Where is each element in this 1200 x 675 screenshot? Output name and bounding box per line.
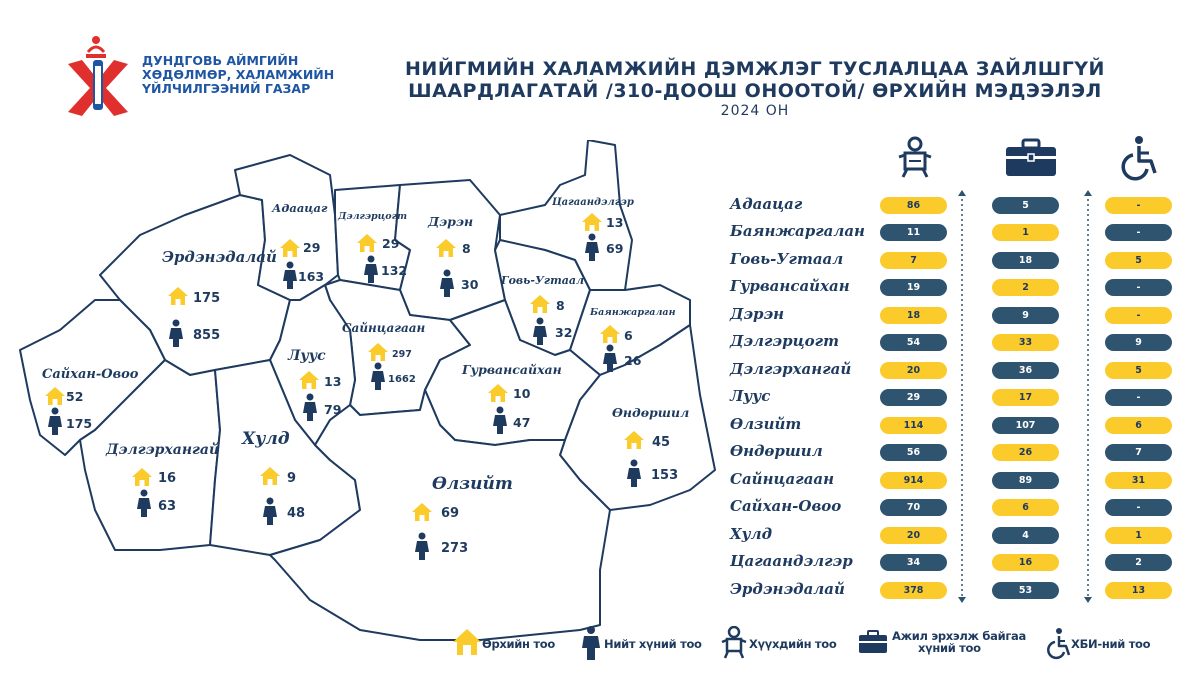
briefcase-icon [1003,138,1059,178]
disabled-count: - [1105,389,1172,406]
title-line-1: НИЙГМИЙН ХАЛАМЖИЙН ДЭМЖЛЭГ ТУСЛАЛЦАА ЗАЙЛШГҮЙ [405,58,1105,80]
disabled-count: 5 [1105,252,1172,269]
row-region-name: Өлзийт [730,415,802,433]
map-region-name: Дэлгэрхангай [106,442,220,458]
disabled-count: - [1105,279,1172,296]
map-people: 855 [193,328,221,343]
logo-line-1: ДУНДГОВЬ АЙМГИЙН [142,53,299,68]
disabled-count: 6 [1105,417,1172,434]
wheelchair-icon [1115,135,1161,181]
row-region-name: Дэлгэрцогт [730,332,839,350]
children-count: 11 [880,224,947,241]
row-region-name: Сайхан-Овоо [730,497,842,515]
map-households: 13 [324,374,342,389]
legend-people [582,626,722,660]
map-region-name: Эрдэнэдалай [162,248,277,266]
map-households: 10 [513,386,531,401]
logo-line-3: ҮЙЛЧИЛГЭЭНИЙ ГАЗАР [142,81,311,96]
legend-employed-label-2: хүний тоо [918,641,981,655]
children-count: 29 [880,389,947,406]
logo-line-2: ХӨДӨЛМӨР, ХАЛАМЖИЙН [142,67,335,82]
title-line-2: ШААРДЛАГАТАЙ /310-ДООШ ОНООТОЙ/ ӨРХИЙН МЭДЭЭЛЭЛ [408,80,1102,102]
map-people: 163 [298,269,325,284]
employed-count: 33 [992,334,1059,351]
person-icon [582,626,600,660]
map-households: 175 [193,291,221,306]
disabled-count: 9 [1105,334,1172,351]
employed-count: 5 [992,197,1059,214]
row-region-name: Өндөршил [730,442,823,460]
legend-disabled-label: ХБИ-ний тоо [1071,637,1151,651]
row-region-name: Хулд [730,525,773,543]
map-households: 6 [624,328,633,343]
map-people: 32 [555,325,573,340]
wheelchair-icon [1045,628,1071,660]
disabled-count: 31 [1105,472,1172,489]
children-count: 86 [880,197,947,214]
legend-households-label: Өрхийн тоо [482,637,555,651]
map-region-name: Сайхан-Овоо [42,367,139,382]
row-region-name: Адаацаг [730,195,803,213]
children-count: 20 [880,527,947,544]
row-region-name: Цагаандэлгэр [730,552,853,570]
map-households: 13 [606,215,624,230]
employed-count: 9 [992,307,1059,324]
map-households: 45 [652,435,671,450]
children-count: 56 [880,444,947,461]
map-people: 1662 [388,374,416,385]
disabled-count: 13 [1105,582,1172,599]
child-icon [895,135,935,181]
children-count: 20 [880,362,947,379]
organization-logo [60,30,335,120]
map-households: 16 [158,471,177,486]
children-count: 7 [880,252,947,269]
employed-count: 1 [992,224,1059,241]
map-households: 297 [392,349,412,360]
map-region-name: Сайнцагаан [342,321,426,335]
map-households: 29 [382,236,400,251]
employed-count: 2 [992,279,1059,296]
disabled-count: - [1105,499,1172,516]
disabled-count: 5 [1105,362,1172,379]
map-region-name: Дэрэн [428,214,474,229]
employed-count: 53 [992,582,1059,599]
map-region-name: Цагаандэлгэр [552,197,634,208]
map-people: 153 [651,468,679,483]
map-region-name: Говь-Угтаал [501,274,585,287]
page-title [380,58,1130,102]
legend-children [721,626,851,660]
map-households: 69 [441,506,460,521]
disabled-count: 1 [1105,527,1172,544]
employed-count: 4 [992,527,1059,544]
employed-count: 89 [992,472,1059,489]
children-count: 54 [880,334,947,351]
employed-count: 17 [992,389,1059,406]
employed-count: 16 [992,554,1059,571]
map-people: 26 [624,353,642,368]
house-icon [452,628,482,656]
map-region-name: Гурвансайхан [462,362,562,377]
map-households: 8 [462,241,471,256]
map-people: 47 [513,415,531,430]
map-households: 52 [66,389,84,404]
legend-disabled [1045,626,1165,660]
column-divider-1 [955,188,969,606]
map-region-name: Луус [288,348,326,364]
map-region-name: Өлзийт [432,474,513,494]
children-count: 914 [880,472,947,489]
map-people: 69 [606,241,624,256]
row-region-name: Гурвансайхан [730,277,850,295]
map-region-name: Өндөршил [612,405,690,420]
map-people: 132 [381,263,408,278]
report-year: 2024 ОН [720,103,790,119]
column-divider-2 [1081,188,1095,606]
legend-employed-label-1: Ажил эрхэлж байгаа [892,629,1026,643]
row-region-name: Эрдэнэдалай [730,580,845,598]
row-region-name: Дэрэн [730,305,785,323]
map-households: 9 [287,471,297,486]
legend-people-label: Нийт хүний тоо [604,637,702,651]
children-count: 34 [880,554,947,571]
map-people: 30 [461,277,479,292]
row-region-name: Говь-Угтаал [730,250,844,268]
map-region-name: Хулд [242,429,290,449]
map-region-name: Баянжаргалан [590,307,676,318]
map-households: 8 [556,298,565,313]
legend-employed [858,626,1038,660]
employed-count: 107 [992,417,1059,434]
employed-count: 18 [992,252,1059,269]
row-region-name: Луус [730,387,771,405]
employed-count: 6 [992,499,1059,516]
row-region-name: Дэлгэрхангай [730,360,852,378]
map-people: 48 [287,506,306,521]
employed-count: 36 [992,362,1059,379]
children-count: 19 [880,279,947,296]
children-count: 378 [880,582,947,599]
map-people: 175 [66,416,93,431]
logo-emblem [60,30,144,120]
map-people: 63 [158,499,177,514]
briefcase-icon [858,630,888,654]
children-count: 70 [880,499,947,516]
legend-children-label: Хүүхдийн тоо [749,637,837,651]
disabled-count: - [1105,224,1172,241]
children-count: 114 [880,417,947,434]
disabled-count: - [1105,197,1172,214]
children-count: 18 [880,307,947,324]
employed-count: 26 [992,444,1059,461]
disabled-count: - [1105,307,1172,324]
map-region-name: Адаацаг [272,201,328,215]
logo-text [142,54,342,96]
legend-households [452,626,582,660]
row-region-name: Сайнцагаан [730,470,835,488]
map-households: 29 [303,240,321,255]
map-region-name: Дэлгэрцогт [338,211,408,222]
aimag-map [0,140,730,675]
disabled-count: 7 [1105,444,1172,461]
map-people: 79 [324,402,342,417]
child-icon [721,626,747,660]
disabled-count: 2 [1105,554,1172,571]
map-people: 273 [441,541,469,556]
row-region-name: Баянжаргалан [730,222,865,240]
